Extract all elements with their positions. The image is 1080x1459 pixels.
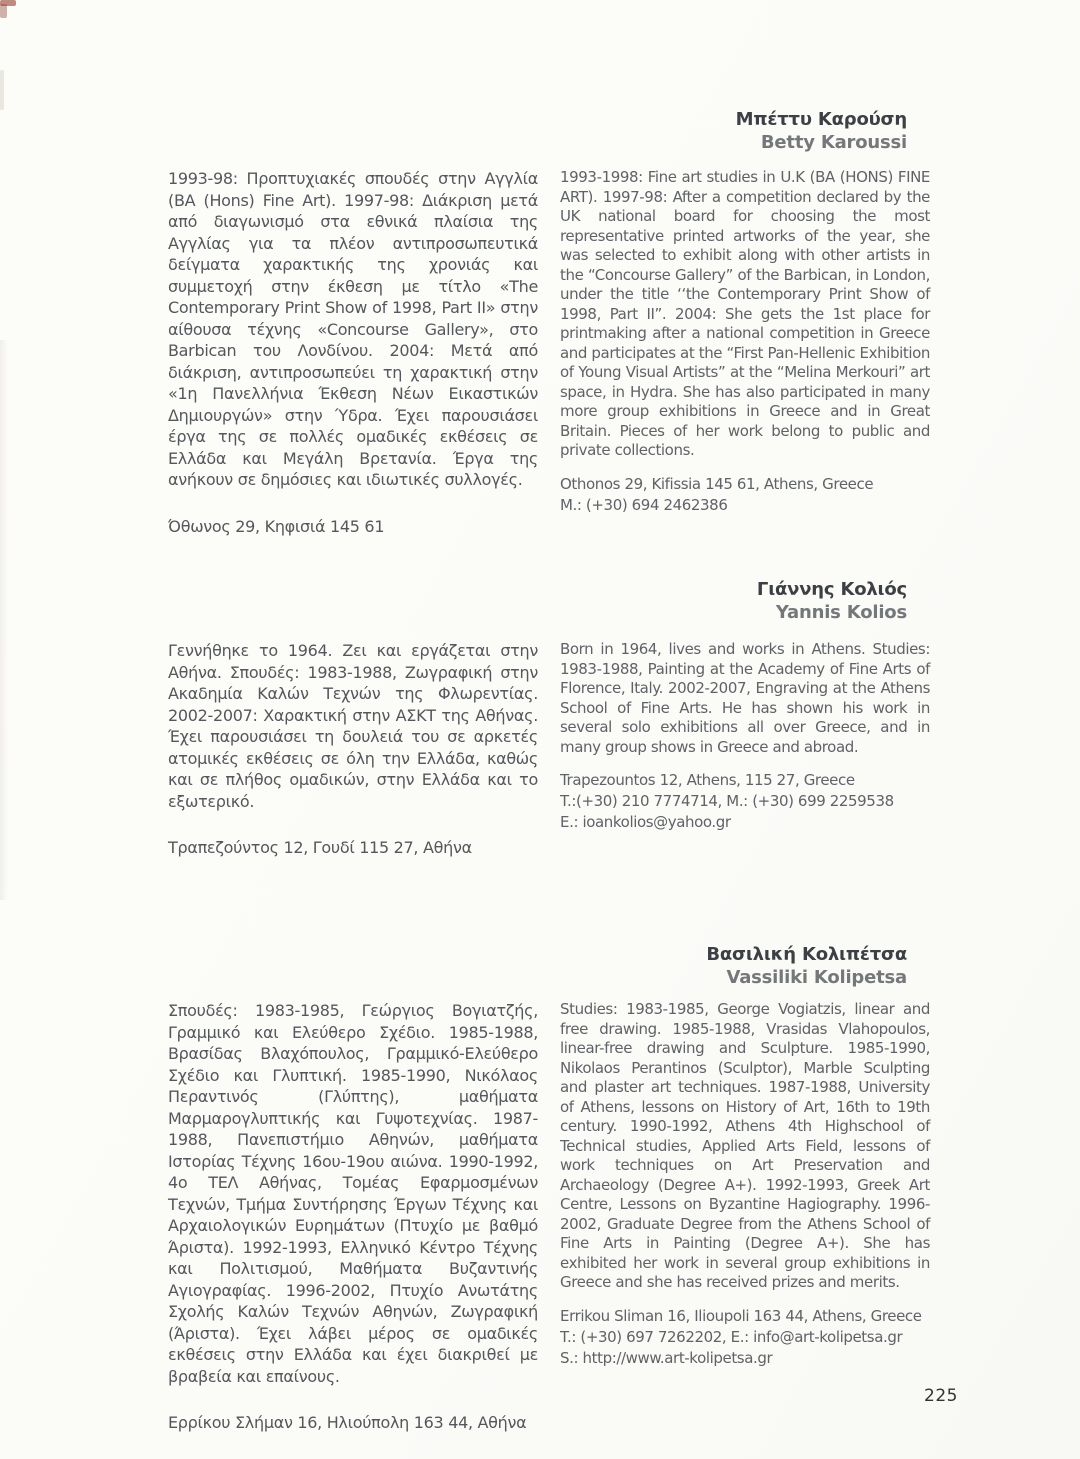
english-column — [560, 640, 930, 857]
contact-website-line: S.: http://www.art-kolipetsa.gr — [560, 1348, 773, 1367]
contact-email-line: E.: ioankolios@yahoo.gr — [560, 813, 731, 831]
artist-bio-english: Born in 1964, lives and works in Athens. Studies: 1983-1988, Painting at the Academy of Fine Arts of Florence, Italy. 2002-2007, Engraving at the Athens School of Fine Arts. He has shown his work in several solo exhibitions all over Greece, and in many group shows in Greece and abroad. — [560, 640, 930, 756]
artist-bio-greek: Γεννήθηκε το 1964. Ζει και εργάζεται στην Αθήνα. Σπουδές: 1983-1988, Ζωγραφική στην Ακαδημία Καλών Τεχνών της Φλωρεντίας. 2002-2007: Χαρακτική στην ΑΣΚΤ της Αθήνας. Έχει παρουσιάσει τη δουλειά του σε αρκετές ατομικές εκθέσεις σε όλη την Ελλάδα, καθώς και σε πλήθος ομαδικών, στην Ελλάδα και το εξωτερικό. — [168, 641, 538, 811]
greek-column — [168, 168, 538, 536]
bio-columns — [168, 640, 930, 857]
artist-bio-greek: 1993-98: Προπτυχιακές σπουδές στην Αγγλία (ΒΑ (Hons) Fine Art). 1997-98: Διάκριση μετά από διαγωνισμό στα εθνικά πλαίσια της Αγγλίας για τα πλέον αντιπροσωπευτικά δείγματα χαρακτικής της χρονιάς και συμμετοχή στην έκθεση με τίτλο «The Contemporary Print Show of 1998, Part II» στην αίθουσα τέχνης «Concourse Gallery», στο Barbican του Λονδίνου. 2004: Μετά από διάκριση, αντιπροσωπεύει τη χαρακτική στην «1η Πανελλήνια Έκθεση Νέων Εικαστικών Δημιουργών» στην Ύδρα. Έχει παρουσιάσει έργα της σε πολλές ομαδικές εκθέσεις σε Ελλάδα και Μεγάλη Βρετανία. Έργα της ανήκουν σε δημόσιες και ιδιωτικές συλλογές. — [168, 169, 538, 489]
english-column — [560, 1000, 930, 1432]
artist-name-english: Yannis Kolios — [775, 602, 907, 623]
contact-phone-line: T.:(+30) 210 7774714, M.: (+30) 699 2259538 — [560, 792, 894, 810]
artist-contact-english — [560, 474, 930, 516]
artist-name-greek: Μπέττυ Καρούση — [735, 109, 907, 130]
bio-columns — [168, 168, 930, 536]
artist-entry-kolipetsa — [168, 943, 930, 1432]
artist-name-greek: Γιάννης Κολιός — [756, 579, 907, 600]
contact-address-line: Trapezountos 12, Athens, 115 27, Greece — [560, 771, 855, 789]
english-column — [560, 168, 930, 536]
scan-artifact-mark — [0, 70, 4, 110]
contact-phone-email-line: T.: (+30) 697 7262202, E.: info@art-kolipetsa.gr — [560, 1327, 903, 1346]
contact-address-line: Othonos 29, Kifissia 145 61, Athens, Greece — [560, 474, 874, 493]
page-number: 225 — [924, 1386, 958, 1406]
bio-columns — [168, 1000, 930, 1432]
artist-bio-greek: Σπουδές: 1983-1985, Γεώργιος Βογιατζής, Γραμμικό και Ελεύθερο Σχέδιο. 1985-1988, Βρασίδας Βλαχόπουλος, Γραμμικό-Ελεύθερο Σχέδιο και Γλυπτική. 1985-1990, Νικόλαος Περαντινός (Γλύπτης), μαθήματα Μαρμαρογλυπτικής και Γυψοτεχνίας. 1987-1988, Πανεπιστήμιο Αθηνών, μαθήματα Ιστορίας Τέχνης 16ου-19ου αιώνα. 1990-1992, 4ο ΤΕΛ Αθήνας, Τομέας Εφαρμοσμένων Τεχνών, Τμήμα Συντήρησης Έργων Τέχνης και Αρχαιολογικών Ευρημάτων (Πτυχίο με βαθμό Άριστα). 1992-1993, Ελληνικό Κέντρο Τέχνης και Πολιτισμού, Μαθήματα Βυζαντινής Αγιογραφίας. 1996-2002, Πτυχίο Ανωτάτης Σχολής Καλών Τεχνών Αθηνών, Ζωγραφική (Άριστα). Έχει λάβει μέρος σε ομαδικές εκθέσεις στην Ελλάδα και έχει διακριθεί με βραβεία και επαίνους. — [168, 1001, 538, 1386]
artist-contact-english — [560, 770, 930, 833]
artist-address-greek: Τραπεζούντος 12, Γουδί 115 27, Αθήνα — [168, 838, 472, 857]
greek-column — [168, 1000, 538, 1432]
page-edge-shadow — [0, 340, 8, 900]
artist-entry-karoussi — [168, 108, 930, 536]
scan-artifact-mark — [0, 4, 7, 18]
artist-name-english: Vassiliki Kolipetsa — [726, 967, 907, 988]
artist-bio-english: Studies: 1983-1985, George Vogiatzis, linear and free drawing. 1985-1988, Vrasidas Vlahopoulos, linear-free drawing and Sculpture. 1985-1990, Nikolaos Perantinos (Sculptor), Marble Sculpting and plaster art techniques. 1987-1988, University of Athens, lessons on History of Art, 16th to 19th century. 1990-1992, Athens 4th Highschool of Technical studies, Applied Arts Field, lessons of work techniques on Art Preservation and Archaeology (Degree A+). 1992-1993, Greek Art Centre, Lessons on Byzantine Hagiography. 1996-2002, Graduate Degree from the Athens School of Fine Arts in Painting (Degree A+). She has exhibited her work in several group exhibitions in Greece and she has received prizes and merits. — [560, 1000, 930, 1291]
artist-address-greek: Όθωνος 29, Κηφισιά 145 61 — [168, 516, 385, 536]
artist-address-greek: Ερρίκου Σλήμαν 16, Ηλιούπολη 163 44, Αθήνα — [168, 1413, 527, 1432]
contact-phone-line: M.: (+30) 694 2462386 — [560, 495, 728, 514]
artist-bio-english: 1993-1998: Fine art studies in U.K (BA (HONS) FINE ART). 1997-98: After a competition declared by the UK national board for choosing the most representative printed artworks of the year, she was selected to exhibit along with other artists in the “Concourse Gallery” of the Barbican, in London, under the title ‘‘the Contemporary Print Show of 1998, Part II”. 2004: She gets the 1st place for printmaking after a national competition in Greece and participates at the “First Pan-Hellenic Exhibition of Young Visual Artists” at the “Melina Merkouri” art space, in Hydra. She has also participated in many more group exhibitions in Greece and in Great Britain. Pieces of her work belong to public and private collections. — [560, 168, 930, 459]
artist-name-english: Betty Karoussi — [760, 132, 907, 153]
artist-contact-english — [560, 1306, 930, 1369]
greek-column — [168, 640, 538, 857]
contact-address-line: Errikou Sliman 16, Ilioupoli 163 44, Athens, Greece — [560, 1306, 922, 1325]
artist-name-greek: Βασιλική Κολιπέτσα — [706, 944, 907, 965]
artist-entry-kolios — [168, 578, 930, 857]
